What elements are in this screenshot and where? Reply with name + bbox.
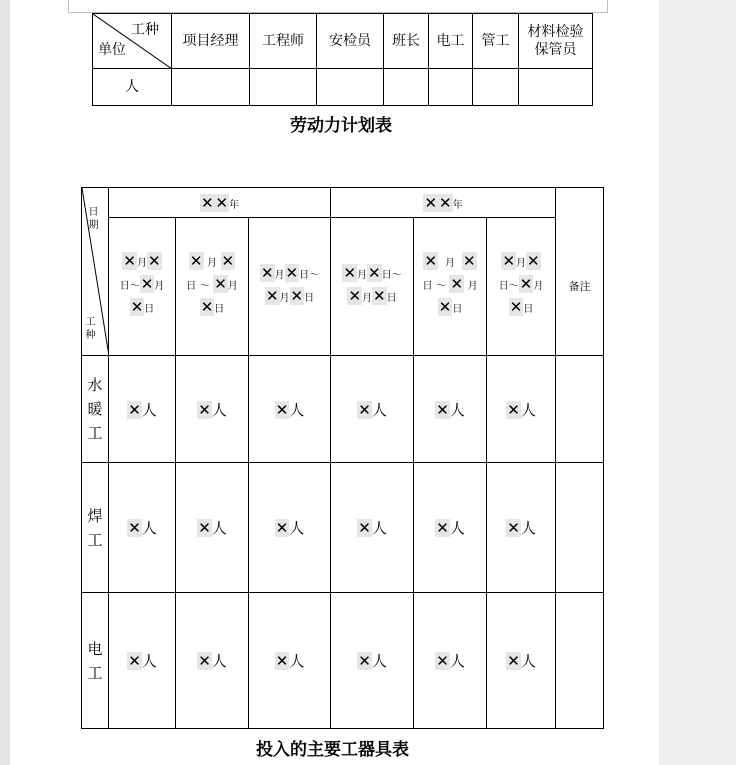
right-scroll-area[interactable] bbox=[659, 0, 736, 765]
corner-date: 日期 bbox=[88, 207, 99, 231]
people-cell: ✕人 bbox=[414, 463, 487, 593]
row-unit: 人 bbox=[93, 69, 172, 106]
corner-trade: 工种 bbox=[85, 317, 96, 341]
table-row bbox=[82, 356, 604, 463]
header-unit: 单位 bbox=[98, 42, 126, 58]
left-gutter bbox=[0, 0, 10, 765]
date-range-cell: ✕月✕日～ ✕月✕日 bbox=[249, 218, 331, 356]
people-cell: ✕人 bbox=[487, 463, 556, 593]
date-range-cell: ✕月✕ 日～✕月 ✕日 bbox=[109, 218, 176, 356]
people-cell: ✕人 bbox=[487, 593, 556, 729]
header-trade: 工种 bbox=[131, 22, 159, 38]
col-header: 工程师 bbox=[250, 14, 317, 69]
people-cell: ✕人 bbox=[414, 356, 487, 463]
date-trade-corner bbox=[82, 188, 109, 356]
labor-plan-table bbox=[81, 187, 604, 729]
col-header: 管工 bbox=[473, 14, 519, 69]
people-cell: ✕人 bbox=[176, 356, 249, 463]
table-row bbox=[82, 593, 604, 729]
page-margin-marker bbox=[68, 0, 608, 13]
col-header: 项目经理 bbox=[172, 14, 250, 69]
people-cell: ✕人 bbox=[249, 463, 331, 593]
table-row bbox=[82, 463, 604, 593]
corner-cell bbox=[93, 14, 172, 69]
row-trade: 水暖工 bbox=[82, 356, 109, 463]
people-cell: ✕人 bbox=[109, 593, 176, 729]
col-header: 安检员 bbox=[317, 14, 384, 69]
people-cell: ✕人 bbox=[176, 593, 249, 729]
people-cell: ✕人 bbox=[331, 593, 414, 729]
people-cell: ✕人 bbox=[109, 356, 176, 463]
year-header: ✕ ✕年 bbox=[331, 188, 556, 218]
people-cell: ✕人 bbox=[176, 463, 249, 593]
col-header: 材料检验 保管员 bbox=[519, 14, 593, 69]
people-cell: ✕人 bbox=[249, 356, 331, 463]
row-trade: 电工 bbox=[82, 593, 109, 729]
date-range-cell: ✕ 月 ✕ 日 ～ ✕月 ✕日 bbox=[176, 218, 249, 356]
people-cell: ✕人 bbox=[331, 356, 414, 463]
people-cell: ✕人 bbox=[414, 593, 487, 729]
people-cell: ✕人 bbox=[487, 356, 556, 463]
year-header: ✕ ✕年 bbox=[109, 188, 331, 218]
date-range-cell: ✕ 月 ✕ 日 ～ ✕ 月 ✕日 bbox=[414, 218, 487, 356]
date-range-cell: ✕月✕ 日～✕月 ✕日 bbox=[487, 218, 556, 356]
people-cell: ✕人 bbox=[109, 463, 176, 593]
table1-caption: 劳动力计划表 bbox=[290, 116, 392, 136]
row-trade: 焊工 bbox=[82, 463, 109, 593]
labor-header-table bbox=[92, 13, 593, 106]
col-header: 班长 bbox=[384, 14, 429, 69]
table2-caption: 投入的主要工器具表 bbox=[256, 740, 409, 760]
people-cell: ✕人 bbox=[331, 463, 414, 593]
people-cell: ✕人 bbox=[249, 593, 331, 729]
remark-header: 备注 bbox=[556, 218, 604, 356]
date-range-cell: ✕月✕日～ ✕月✕日 bbox=[331, 218, 414, 356]
col-header: 电工 bbox=[429, 14, 473, 69]
